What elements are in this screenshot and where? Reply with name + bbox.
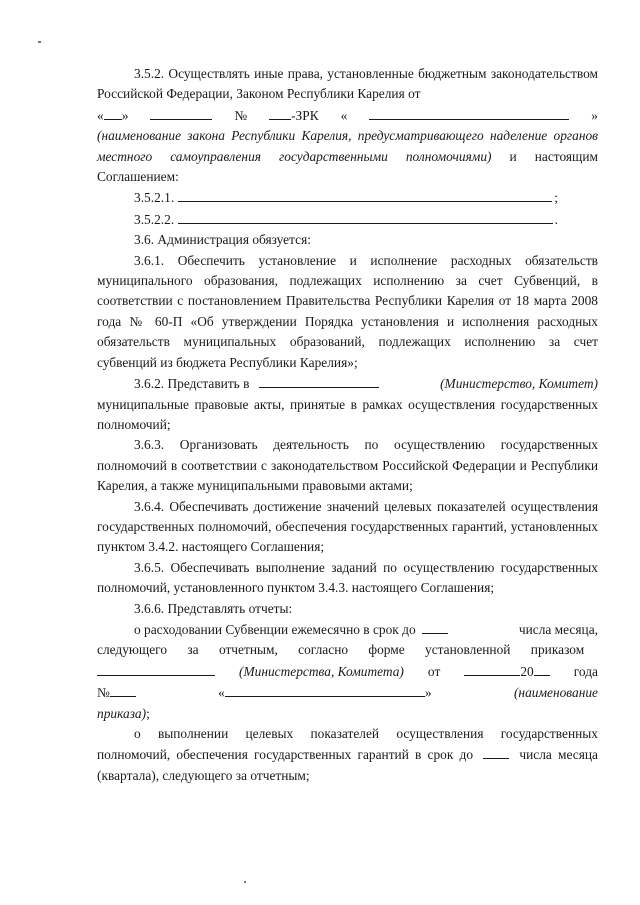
law-note: (наименование закона Республики Карелия, предусматривающего наделение органов местного самоуправления государственными полномочиями) и настоящим Соглашением: <box>97 128 599 185</box>
paragraph-3-6-2-line: 3.6.2. Представить в (Министерство, Комитет) <box>97 373 598 394</box>
report-expenses-line: о расходовании Субвенции ежемесячно в срок до числа месяца, <box>97 619 598 640</box>
ministry-blank <box>259 373 379 388</box>
paragraph-3-6-2-rest: муниципальные правовые акты, принятые в рамках осуществления государственных полномочий; <box>97 396 598 432</box>
scan-artifact-bottom <box>244 881 246 883</box>
law-date-blank <box>150 105 212 120</box>
paragraph-3-6-4: 3.6.4. Обеспечивать достижение значений целевых показателей осуществления государственных полномочий, обеспечения государственных гарантий, установленных пунктом 3.4.2. настоящего Соглашения; <box>97 498 598 555</box>
order-title-blank <box>225 682 425 697</box>
order-number-blank <box>110 682 136 697</box>
ministry-order-blank <box>97 661 215 676</box>
paragraph-3-6-6: 3.6.6. Представлять отчеты: <box>134 600 293 616</box>
paragraph-3-6: 3.6. Администрация обязуется: <box>134 232 311 248</box>
report-expenses-line-2: следующего за отчетным, согласно форме установленной приказом <box>97 642 585 658</box>
report-expenses-end: приказа); <box>97 705 150 721</box>
indicators-day-blank <box>483 744 509 759</box>
report-expenses-line-4: № « » (наименование <box>97 682 598 703</box>
report-indicators: о выполнении целевых показателей осуществления государственных полномочий, обеспечения государственных гарантий в срок до числа месяца (квартала), следующего за отчетным; <box>97 726 599 783</box>
paragraph-3-5-2: 3.5.2. Осуществлять иные права, установленные бюджетным законодательством Российской Федерации, Законом Республики Карелия от <box>97 66 598 102</box>
paragraph-3-6-5: 3.6.5. Обеспечивать выполнение заданий по осуществлению государственных полномочий, установленного пунктом 3.4.3. настоящего Соглашения; <box>97 559 598 596</box>
item-3-5-2-1: 3.5.2.1. ; <box>97 187 598 208</box>
scan-artifact-top <box>38 41 41 43</box>
document-body <box>97 64 598 786</box>
expenses-day-blank <box>422 619 448 634</box>
item-3-5-2-2: 3.5.2.2. . <box>97 209 598 230</box>
law-reference-line: « » № -ЗРК « » <box>97 105 598 126</box>
law-title-blank <box>369 105 569 120</box>
paragraph-3-6-3: 3.6.3. Организовать деятельность по осуществлению государственных полномочий в соответствии с законодательством Российской Федерации и Республики Карелия, а также муниципальными правовыми актами; <box>97 437 598 494</box>
report-expenses-line-3: (Министерства, Комитета) от 20 года <box>97 661 598 682</box>
order-date-blank <box>464 661 520 676</box>
item-3-5-2-2-blank <box>178 209 552 224</box>
paragraph-3-6-1: 3.6.1. Обеспечить установление и исполнение расходных обязательств муниципального образования, подлежащих исполнению за счет Субвенций, в соответствии с постановлением Правительства Республики Карелия от 18 марта 2008 года № 60-П «Об утверждении Порядка установления и исполнения расходных обязательств муниципальных образований, подлежащих исполнению за счет субвенций из бюджета Республики Карелия»; <box>97 252 598 370</box>
item-3-5-2-1-blank <box>178 187 552 202</box>
